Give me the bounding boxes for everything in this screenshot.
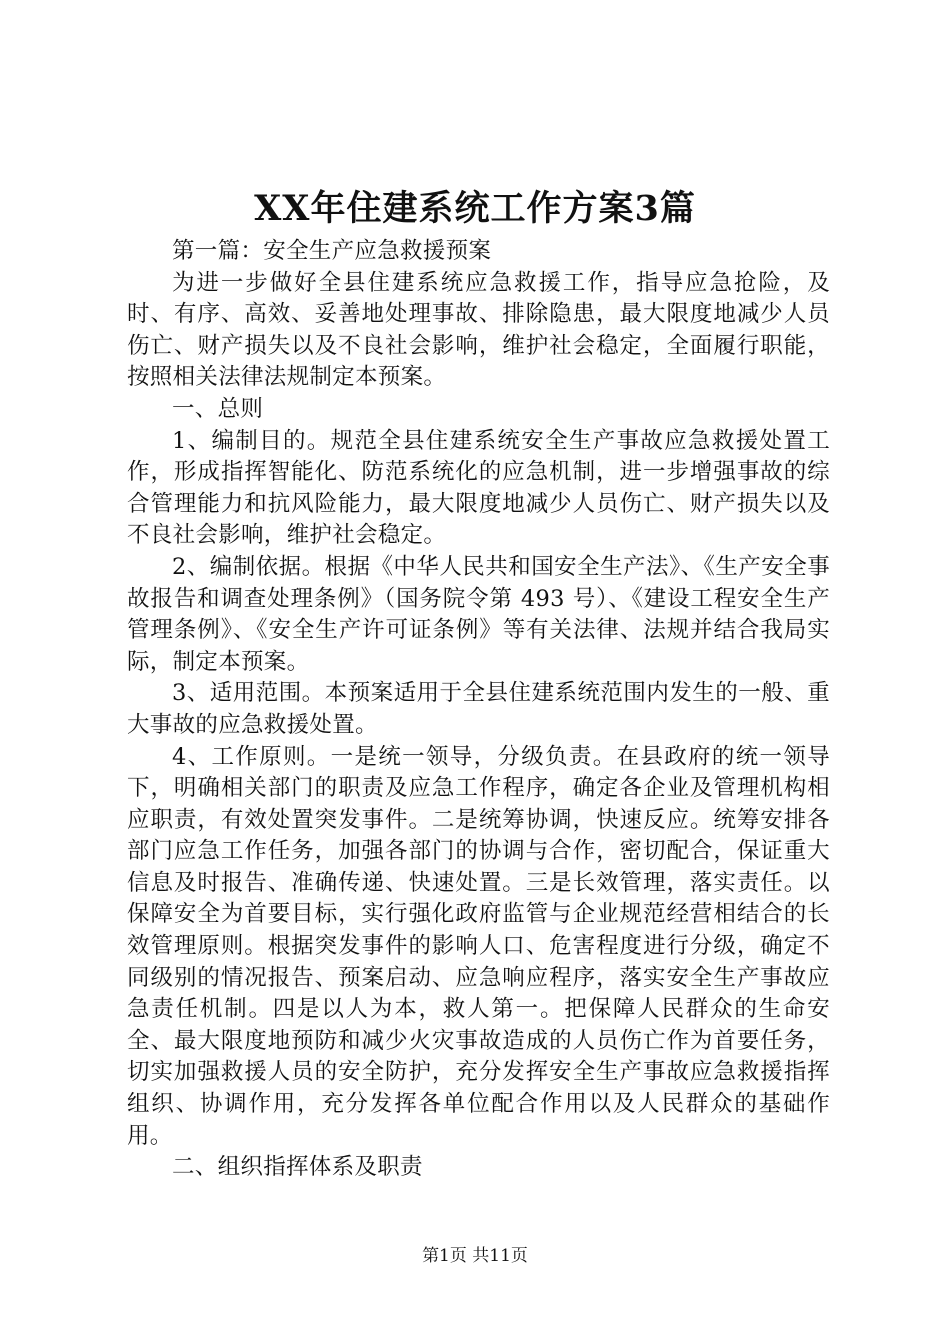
chapter-heading: 二、组织指挥体系及职责: [172, 1154, 423, 1181]
document-body: [127, 236, 830, 1184]
paragraph-basis: 2、编制依据。根据《中华人民共和国安全生产法》、《生产安全事故报告和调查处理条例》（国务院令第 493 号）、《建设工程安全生产管理条例》、《安全生产许可证条例》等有关法律、法规并结合我局实际，制定本预案。: [127, 553, 830, 675]
chapter-heading: 一、总则: [172, 395, 264, 422]
paragraph-purpose: 1、编制目的。规范全县住建系统安全生产事故应急救援处置工作，形成指挥智能化、防范系统化的应急机制，进一步增强事故的综合管理能力和抗风险能力，最大限度地减少人员伤亡、财产损失以及不良社会影响，维护社会稳定。: [127, 427, 830, 549]
page-number: 第1页 共11页: [422, 1246, 528, 1266]
paragraph-principles: 4、工作原则。一是统一领导，分级负责。在县政府的统一领导下，明确相关部门的职责及应急工作程序，确定各企业及管理机构相应职责，有效处置突发事件。二是统筹协调，快速反应。统筹安排各部门应急工作任务，加强各部门的协调与合作，密切配合，保证重大信息及时报告、准确传递、快速处置。三是长效管理，落实责任。以保障安全为首要目标，实行强化政府监管与企业规范经营相结合的长效管理原则。根据突发事件的影响人口、危害程度进行分级，确定不同级别的情况报告、预案启动、应急响应程序，落实安全生产事故应急责任机制。四是以人为本，救人第一。把保障人民群众的生命安全、最大限度地预防和减少火灾事故造成的人员伤亡作为首要任务，切实加强救援人员的安全防护，充分发挥安全生产事故应急救援指挥组织、协调作用，充分发挥各单位配合作用以及人民群众的基础作用。: [127, 743, 830, 1149]
document-title: XX年住建系统工作方案3篇: [254, 188, 696, 229]
section-heading: 第一篇：安全生产应急救援预案: [172, 238, 492, 264]
paragraph-scope: 3、适用范围。本预案适用于全县住建系统范围内发生的一般、重大事故的应急救援处置。: [127, 680, 830, 738]
intro-paragraph: 为进一步做好全县住建系统应急救援工作，指导应急抢险，及时、有序、高效、妥善地处理事故、排除隐患，最大限度地减少人员伤亡、财产损失以及不良社会影响，维护社会稳定，全面履行职能，按照相关法律法规制定本预案。: [127, 269, 830, 391]
